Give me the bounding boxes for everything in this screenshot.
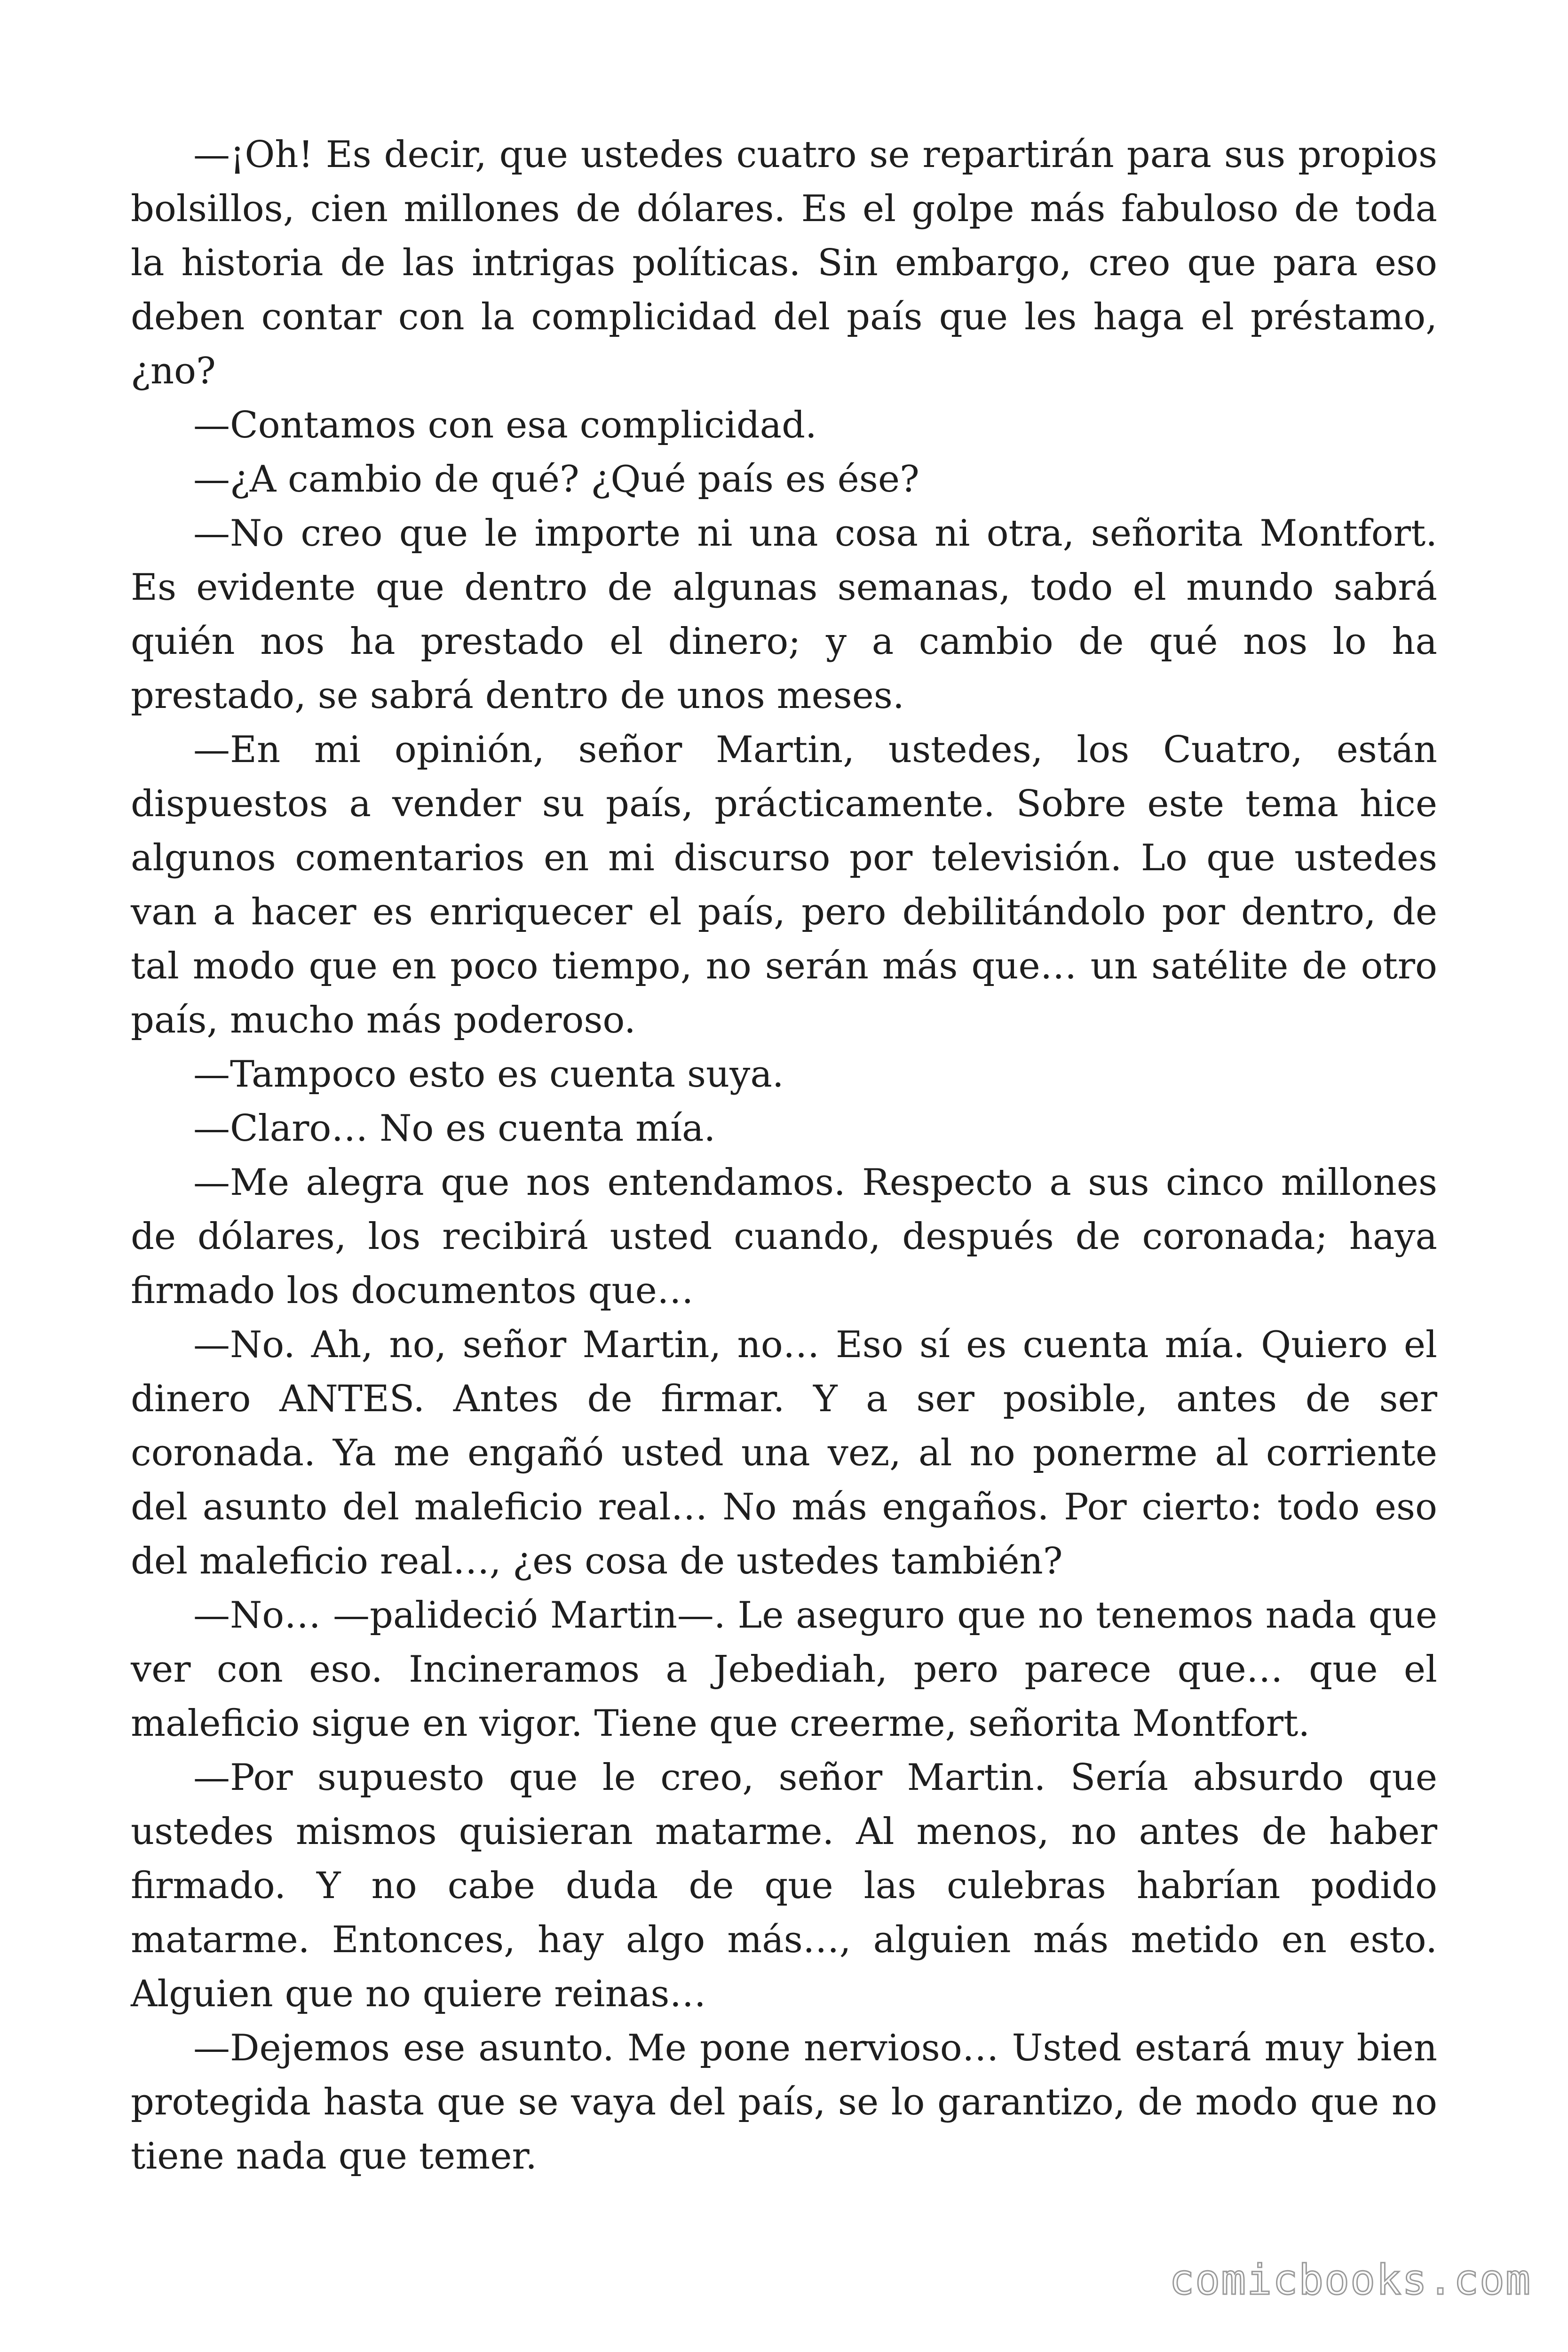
- paragraph: —Me alegra que nos entendamos. Respecto a sus cinco millones de dólares, los recibirá usted cuando, después de coronada; haya firmado los documentos que…: [131, 1161, 1437, 1312]
- paragraph: —¡Oh! Es decir, que ustedes cuatro se repartirán para sus propios bolsillos, cien millones de dólares. Es el golpe más fabuloso de toda la historia de las intrigas políticas. Sin embargo, creo que para eso deben contar con la complicidad del país que les haga el préstamo, ¿no?: [131, 134, 1437, 392]
- paragraph: —No creo que le importe ni una cosa ni otra, señorita Montfort. Es evidente que dentro de algunas semanas, todo el mundo sabrá quién nos ha prestado el dinero; y a cambio de qué nos lo ha prestado, se sabrá dentro de unos meses.: [131, 512, 1437, 717]
- paragraph: —Tampoco esto es cuenta suya.: [193, 1053, 784, 1096]
- paragraph: —Claro… No es cuenta mía.: [193, 1107, 716, 1150]
- paragraph: —En mi opinión, señor Martin, ustedes, los Cuatro, están dispuestos a vender su país, prácticamente. Sobre este tema hice algunos comentarios en mi discurso por televisión. Lo que ustedes van a hacer es enriquecer el país, pero debilitándolo por dentro, de tal modo que en poco tiempo, no serán más que… un satélite de otro país, mucho más poderoso.: [131, 729, 1437, 1041]
- watermark: comicbooks.com: [1169, 2256, 1531, 2304]
- paragraph: —Contamos con esa complicidad.: [193, 404, 817, 446]
- paragraph: —No. Ah, no, señor Martin, no… Eso sí es cuenta mía. Quiero el dinero ANTES. Antes de firmar. Y a ser posible, antes de ser coronada. Ya me engañó usted una vez, al no ponerme al corriente del asunto del maleficio real… No más engaños. Por cierto: todo eso del maleficio real…, ¿es cosa de ustedes también?: [131, 1324, 1437, 1582]
- paragraph: —¿A cambio de qué? ¿Qué país es ése?: [193, 458, 919, 501]
- page-body: [131, 128, 1437, 2184]
- paragraph: —Dejemos ese asunto. Me pone nervioso… Usted estará muy bien protegida hasta que se vaya del país, se lo garantizo, de modo que no tiene nada que temer.: [131, 2027, 1437, 2177]
- paragraph: —No… —palideció Martin—. Le aseguro que no tenemos nada que ver con eso. Incineramos a Jebediah, pero parece que… que el maleficio sigue en vigor. Tiene que creerme, señorita Montfort.: [131, 1594, 1437, 1745]
- paragraph: —Por supuesto que le creo, señor Martin. Sería absurdo que ustedes mismos quisieran matarme. Al menos, no antes de haber firmado. Y no cabe duda de que las culebras habrían podido matarme. Entonces, hay algo más…, alguien más metido en esto. Alguien que no quiere reinas…: [131, 1756, 1437, 2015]
